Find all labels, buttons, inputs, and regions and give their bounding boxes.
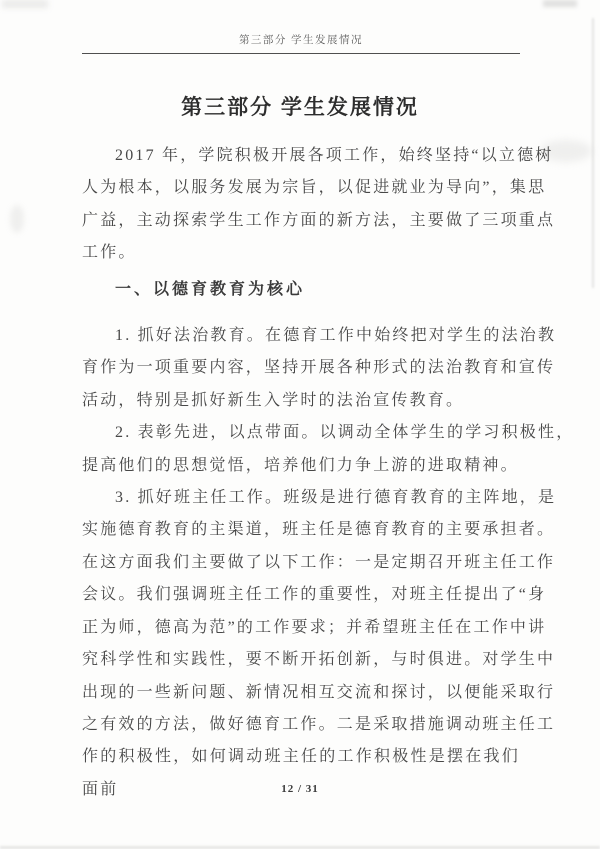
scan-artifact [2, 0, 48, 8]
scan-artifact [10, 205, 24, 233]
document-body [82, 140, 575, 806]
section-heading: 一、以德育教育为核心 [115, 280, 306, 298]
text-line: 育作为一项重要内容，坚持开展各种形式的法治教育和宣传 [82, 359, 556, 377]
running-header: 第三部分 学生发展情况 [82, 32, 520, 54]
page-number: 12 / 31 [281, 783, 319, 795]
scan-artifact [592, 18, 594, 288]
text-line: 3. 抓好班主任工作。班级是进行德育教育的主阵地，是 [115, 489, 557, 507]
text-line: 在这方面我们主要做了以下工作：一是定期召开班主任工作 [82, 553, 556, 571]
text-line: 2017 年，学院积极开展各项工作，始终坚持“以立德树 [115, 147, 554, 164]
paragraph [82, 320, 557, 417]
scan-artifact [543, 0, 577, 7]
text-line: 提高他们的思想觉悟，培养他们力争上游的进取精神。 [82, 456, 519, 474]
text-line: 活动，特别是抓好新生入学时的法治宣传教育。 [82, 391, 465, 409]
paragraph [82, 417, 575, 482]
text-line: 究科学性和实践性，要不断开拓创新，与时俱进。对学生中 [82, 651, 556, 669]
text-line: 正为师，德高为范”的工作要求；并希望班主任在工作中讲 [82, 618, 547, 636]
text-line: 会议。我们强调班主任工作的重要性，对班主任提出了“身 [82, 586, 547, 604]
text-line: 工作。 [82, 244, 137, 262]
page-title: 第三部分 学生发展情况 [181, 96, 419, 119]
text-line: 2. 表彰先进，以点带面。以调动全体学生的学习积极性， [115, 424, 575, 442]
text-line: 实施德育教育的主渠道，班主任是德育教育的主要承担者。 [82, 521, 556, 539]
text-line: 出现的一些新问题、新情况相互交流和探讨，以便能采取行 [82, 683, 556, 701]
text-line: 1. 抓好法治教育。在德育工作中始终把对学生的法治教 [115, 327, 557, 345]
paragraph [82, 482, 557, 806]
paragraph [82, 140, 556, 270]
text-line: 之有效的方法，做好德育工作。二是采取措施调动班主任工 [82, 715, 556, 733]
text-line: 广益，主动探索学生工作方面的新方法，主要做了三项重点 [82, 211, 556, 229]
text-line: 作的积极性，如何调动班主任的工作积极性是摆在我们面前 [82, 748, 520, 798]
text-line: 人为根本，以服务发展为宗旨，以促进就业为导向”，集思 [82, 179, 547, 197]
